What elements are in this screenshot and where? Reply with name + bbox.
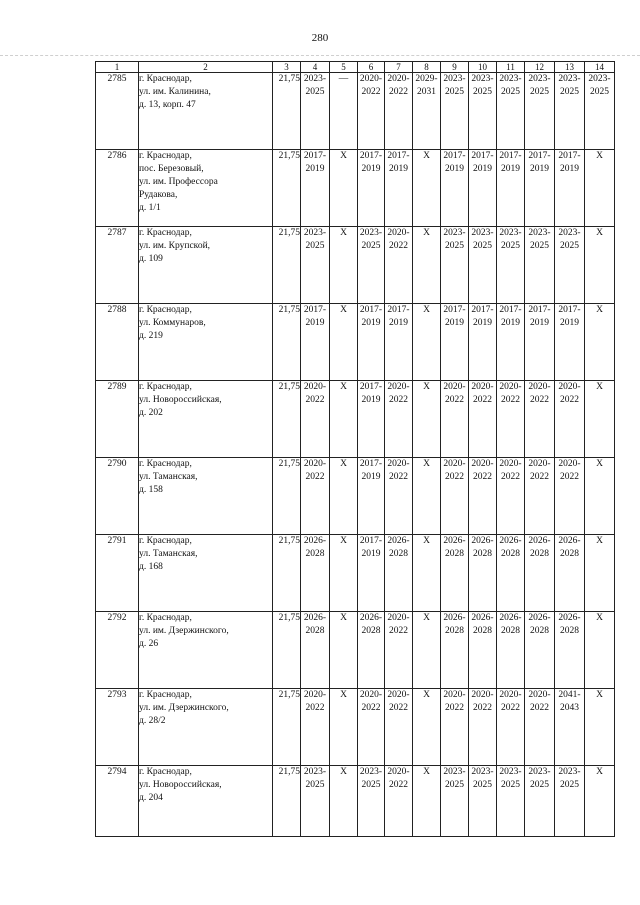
period-cell: 2017- 2019 [469, 150, 497, 227]
period-cell: X [585, 150, 615, 227]
table-row [96, 535, 615, 612]
table-row [96, 150, 615, 227]
period-cell: 2017- 2019 [555, 150, 585, 227]
period-cell: 2026- 2028 [301, 612, 330, 689]
period-cell: 2026- 2028 [358, 612, 385, 689]
period-cell: 2020- 2022 [441, 381, 469, 458]
period-cell: 2020- 2022 [385, 766, 413, 837]
period-cell: 2023- 2025 [555, 73, 585, 150]
row-number-cell: 2788 [96, 304, 139, 381]
row-number-cell: 2786 [96, 150, 139, 227]
period-cell: 2017- 2019 [441, 304, 469, 381]
period-cell: 2026- 2028 [497, 612, 525, 689]
period-cell: 2023- 2025 [497, 766, 525, 837]
period-cell: 2029- 2031 [413, 73, 441, 150]
period-cell: 2020- 2022 [301, 458, 330, 535]
period-cell: 2023- 2025 [469, 73, 497, 150]
period-cell: 2023- 2025 [555, 227, 585, 304]
period-cell: 2020- 2022 [469, 458, 497, 535]
column-header: 7 [385, 62, 413, 73]
period-cell: 2020- 2022 [497, 381, 525, 458]
period-cell: X [585, 381, 615, 458]
column-header: 10 [469, 62, 497, 73]
address-cell: г. Краснодар, пос. Березовый, ул. им. Профессора Рудакова, д. 1/1 [139, 150, 273, 227]
period-cell: 2020- 2022 [385, 689, 413, 766]
period-cell: 2026- 2028 [469, 535, 497, 612]
period-cell: X [413, 304, 441, 381]
period-cell: 2020- 2022 [525, 458, 555, 535]
period-cell: X [585, 612, 615, 689]
period-cell: 2023- 2025 [497, 73, 525, 150]
period-cell: 2023- 2025 [301, 227, 330, 304]
period-cell: X [585, 535, 615, 612]
row-number-cell: 2792 [96, 612, 139, 689]
column-header: 12 [525, 62, 555, 73]
period-cell: 2026- 2028 [385, 535, 413, 612]
period-cell: X [330, 612, 358, 689]
table-row [96, 227, 615, 304]
period-cell: 2026- 2028 [555, 535, 585, 612]
row-number-cell: 2793 [96, 689, 139, 766]
period-cell: 2020- 2022 [385, 73, 413, 150]
period-cell: 2020- 2022 [358, 689, 385, 766]
table-row [96, 458, 615, 535]
table-row [96, 381, 615, 458]
period-cell: 2017- 2019 [358, 150, 385, 227]
period-cell: 2020- 2022 [497, 458, 525, 535]
period-cell: 2026- 2028 [525, 612, 555, 689]
period-cell: 2026- 2028 [555, 612, 585, 689]
period-cell: X [330, 535, 358, 612]
period-cell: 2017- 2019 [358, 381, 385, 458]
row-number-cell: 2791 [96, 535, 139, 612]
period-cell: X [585, 689, 615, 766]
address-cell: г. Краснодар, ул. Коммунаров, д. 219 [139, 304, 273, 381]
period-cell: 2017- 2019 [497, 304, 525, 381]
period-cell: 2023- 2025 [358, 227, 385, 304]
column-header: 4 [301, 62, 330, 73]
page-number: 280 [311, 32, 329, 44]
period-cell: 2020- 2022 [301, 689, 330, 766]
column-header: 1 [96, 62, 139, 73]
period-cell: X [330, 304, 358, 381]
period-cell: 2026- 2028 [525, 535, 555, 612]
period-cell: X [413, 766, 441, 837]
period-cell: 2026- 2028 [301, 535, 330, 612]
period-cell: 2020- 2022 [555, 458, 585, 535]
address-cell: г. Краснодар, ул. им. Крупской, д. 109 [139, 227, 273, 304]
period-cell: X [585, 766, 615, 837]
column-header: 6 [358, 62, 385, 73]
period-cell: X [585, 458, 615, 535]
value-cell: 21,75 [273, 535, 301, 612]
period-cell: 2023- 2025 [441, 73, 469, 150]
period-cell: 2026- 2028 [497, 535, 525, 612]
period-cell: — [330, 73, 358, 150]
value-cell: 21,75 [273, 304, 301, 381]
period-cell: X [330, 766, 358, 837]
data-table [95, 61, 615, 837]
period-cell: 2017- 2019 [358, 304, 385, 381]
table-row [96, 766, 615, 837]
row-number-cell: 2785 [96, 73, 139, 150]
period-cell: 2020- 2022 [525, 689, 555, 766]
period-cell: 2017- 2019 [385, 150, 413, 227]
row-number-cell: 2790 [96, 458, 139, 535]
address-cell: г. Краснодар, ул. Таманская, д. 158 [139, 458, 273, 535]
table-row [96, 612, 615, 689]
period-cell: X [413, 689, 441, 766]
period-cell: 2023- 2025 [441, 227, 469, 304]
period-cell: 2020- 2022 [441, 458, 469, 535]
address-cell: г. Краснодар, ул. им. Дзержинского, д. 26 [139, 612, 273, 689]
period-cell: 2017- 2019 [525, 304, 555, 381]
period-cell: 2020- 2022 [555, 381, 585, 458]
period-cell: 2023- 2025 [525, 766, 555, 837]
period-cell: X [330, 458, 358, 535]
column-header: 8 [413, 62, 441, 73]
period-cell: 2020- 2022 [385, 227, 413, 304]
scan-edge-line [0, 55, 640, 56]
column-header: 14 [585, 62, 615, 73]
address-cell: г. Краснодар, ул. Таманская, д. 168 [139, 535, 273, 612]
column-header: 13 [555, 62, 585, 73]
period-cell: 2017- 2019 [525, 150, 555, 227]
period-cell: 2017- 2019 [301, 150, 330, 227]
period-cell: 2020- 2022 [497, 689, 525, 766]
period-cell: 2023- 2025 [525, 227, 555, 304]
period-cell: 2017- 2019 [358, 535, 385, 612]
row-number-cell: 2794 [96, 766, 139, 837]
period-cell: 2041- 2043 [555, 689, 585, 766]
period-cell: 2020- 2022 [441, 689, 469, 766]
value-cell: 21,75 [273, 689, 301, 766]
period-cell: 2023- 2025 [469, 227, 497, 304]
period-cell: 2023- 2025 [358, 766, 385, 837]
period-cell: X [585, 304, 615, 381]
value-cell: 21,75 [273, 227, 301, 304]
period-cell: X [413, 150, 441, 227]
period-cell: X [330, 227, 358, 304]
column-header: 5 [330, 62, 358, 73]
column-header: 2 [139, 62, 273, 73]
period-cell: X [330, 150, 358, 227]
period-cell: 2017- 2019 [301, 304, 330, 381]
period-cell: 2023- 2025 [497, 227, 525, 304]
period-cell: 2023- 2025 [301, 73, 330, 150]
period-cell: 2017- 2019 [385, 304, 413, 381]
period-cell: 2020- 2022 [525, 381, 555, 458]
period-cell: X [413, 612, 441, 689]
period-cell: 2020- 2022 [469, 381, 497, 458]
period-cell: X [413, 458, 441, 535]
value-cell: 21,75 [273, 381, 301, 458]
period-cell: 2020- 2022 [358, 73, 385, 150]
period-cell: 2023- 2025 [441, 766, 469, 837]
period-cell: X [413, 535, 441, 612]
period-cell: X [330, 381, 358, 458]
period-cell: 2026- 2028 [441, 535, 469, 612]
column-number-row [96, 62, 615, 73]
period-cell: 2017- 2019 [469, 304, 497, 381]
period-cell: 2020- 2022 [385, 458, 413, 535]
address-cell: г. Краснодар, ул. им. Дзержинского, д. 28/2 [139, 689, 273, 766]
table-row [96, 304, 615, 381]
value-cell: 21,75 [273, 766, 301, 837]
period-cell: 2020- 2022 [385, 381, 413, 458]
period-cell: 2017- 2019 [497, 150, 525, 227]
period-cell: 2020- 2022 [385, 612, 413, 689]
period-cell: 2026- 2028 [441, 612, 469, 689]
period-cell: 2023- 2025 [525, 73, 555, 150]
period-cell: 2026- 2028 [469, 612, 497, 689]
address-cell: г. Краснодар, ул. им. Калинина, д. 13, корп. 47 [139, 73, 273, 150]
period-cell: X [330, 689, 358, 766]
row-number-cell: 2789 [96, 381, 139, 458]
column-header: 9 [441, 62, 469, 73]
period-cell: 2017- 2019 [555, 304, 585, 381]
period-cell: 2017- 2019 [441, 150, 469, 227]
value-cell: 21,75 [273, 458, 301, 535]
column-header: 11 [497, 62, 525, 73]
column-header: 3 [273, 62, 301, 73]
value-cell: 21,75 [273, 612, 301, 689]
value-cell: 21,75 [273, 150, 301, 227]
address-cell: г. Краснодар, ул. Новороссийская, д. 202 [139, 381, 273, 458]
value-cell: 21,75 [273, 73, 301, 150]
period-cell: 2017- 2019 [358, 458, 385, 535]
period-cell: 2020- 2022 [301, 381, 330, 458]
period-cell: 2023- 2025 [585, 73, 615, 150]
period-cell: X [413, 381, 441, 458]
period-cell: 2023- 2025 [301, 766, 330, 837]
period-cell: 2023- 2025 [555, 766, 585, 837]
period-cell: 2023- 2025 [469, 766, 497, 837]
table-row [96, 73, 615, 150]
period-cell: 2020- 2022 [469, 689, 497, 766]
period-cell: X [585, 227, 615, 304]
period-cell: X [413, 227, 441, 304]
address-cell: г. Краснодар, ул. Новороссийская, д. 204 [139, 766, 273, 837]
row-number-cell: 2787 [96, 227, 139, 304]
table-row [96, 689, 615, 766]
